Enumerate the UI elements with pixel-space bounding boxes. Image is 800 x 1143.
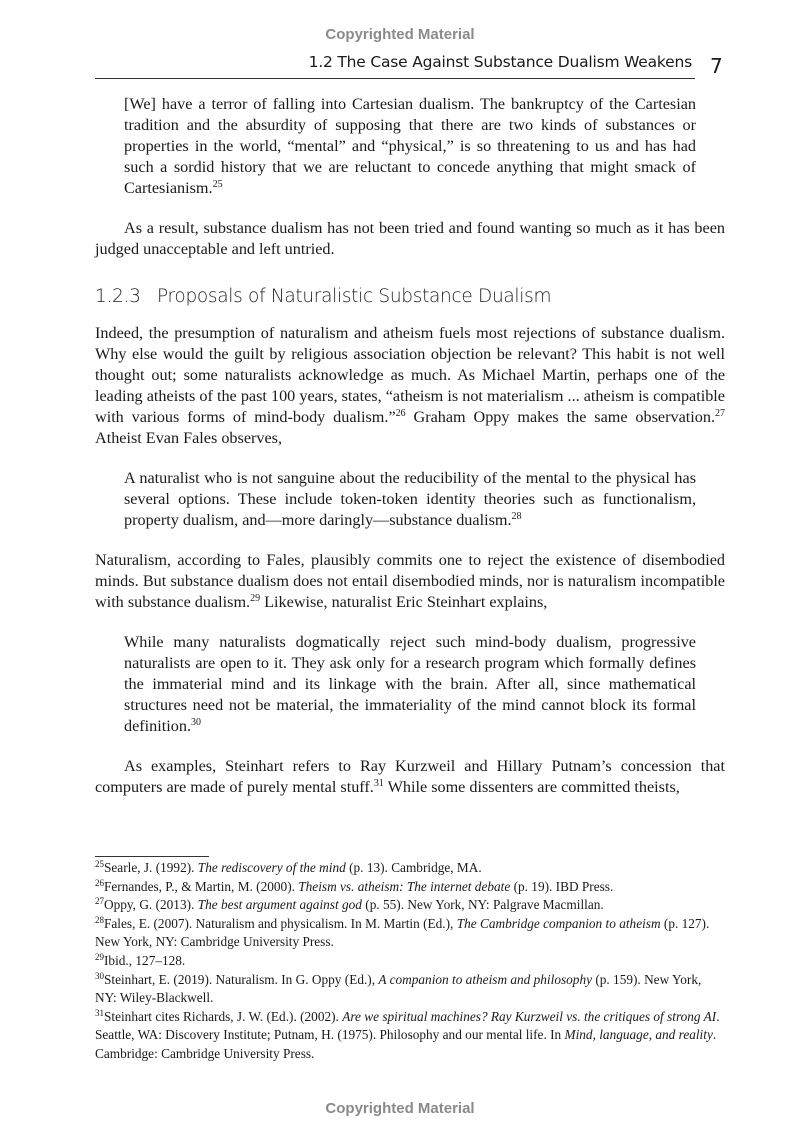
block-quote-steinhart (95, 632, 725, 737)
paragraph (95, 550, 725, 613)
footnote-title: A companion to atheism and philosophy (378, 971, 592, 987)
section-number: 1.2.3 (95, 286, 141, 307)
footnote-text: Fernandes, P., & Martin, M. (2000). (104, 878, 299, 894)
footnote-text: Ibid., 127–128. (104, 952, 186, 968)
footnote-27 (95, 896, 725, 915)
footnote-25 (95, 859, 725, 878)
page-number: 7 (710, 54, 723, 78)
footnote-ref[interactable]: 31 (373, 778, 384, 789)
footnote-ref[interactable]: 30 (191, 717, 201, 728)
footnote-text: Fales, E. (2007). Naturalism and physicalism. In M. Martin (Ed.), (104, 915, 457, 931)
footnote-number: 29 (95, 951, 104, 962)
footnote-text: Oppy, G. (2013). (104, 897, 198, 913)
footnote-title: The best argument against god (197, 897, 362, 913)
footnote-title: Mind, language, and reality (564, 1027, 713, 1043)
footnote-number: 28 (95, 914, 104, 925)
footnote-26 (95, 878, 725, 897)
footnote-text: (p. 19). IBD Press. (510, 878, 614, 894)
paragraph (95, 756, 725, 798)
footnote-title: The Cambridge companion to atheism (456, 915, 661, 931)
footnote-title: Are we spiritual machines? Ray Kurzweil vs. the critiques of strong AI (342, 1008, 717, 1024)
footnote-text: . Seattle, WA: Discovery Institute; Putnam, H. (1975). Philosophy and our mental life. In (95, 1008, 720, 1043)
footnote-divider (95, 856, 209, 857)
footnote-31 (95, 1008, 725, 1064)
footnote-text: Searle, J. (1992). (104, 860, 198, 875)
footnote-title: The rediscovery of the mind (197, 860, 346, 875)
footnote-ref[interactable]: 26 (395, 408, 406, 419)
footnote-title: Theism vs. atheism: The internet debate (298, 878, 511, 894)
footnote-number: 26 (95, 877, 104, 888)
footnote-29 (95, 952, 725, 971)
footnote-ref[interactable]: 28 (511, 511, 522, 522)
block-quote-searle (95, 94, 725, 199)
footnote-28 (95, 915, 725, 952)
footnote-number: 27 (95, 896, 104, 907)
paragraph-text: While some dissenters are committed theists, (383, 778, 680, 796)
paragraph: As a result, substance dualism has not been tried and found wanting so much as it has been judged unacceptable and left untried. (95, 219, 725, 258)
footnote-text: (p. 127). New York, NY: Cambridge University Press. (95, 915, 710, 950)
paragraph-text: Naturalism, according to Fales, plausibly commits one to reject the existence of disembodied minds. But substance dualism does not entail disembodied minds, nor is naturalism incompatible with substance dualism. (95, 551, 725, 611)
footnote-ref[interactable]: 25 (212, 179, 223, 190)
block-quote-fales (95, 468, 725, 531)
footnote-text: (p. 55). New York, NY: Palgrave Macmillan. (361, 897, 604, 913)
footnote-text: (p. 13). Cambridge, MA. (345, 860, 482, 875)
section-title: Proposals of Naturalistic Substance Dualism (157, 286, 552, 307)
quote-text: While many naturalists dogmatically reject such mind-body dualism, progressive naturalists are open to it. They ask only for a research program which formally defines the immaterial mind and its linkage with the brain. After all, since mathematical structures need not be material, the immateriality of the mind cannot block its formal definition. (124, 633, 696, 735)
footnote-number: 31 (95, 1007, 104, 1018)
paragraph (95, 323, 725, 449)
footnote-number: 30 (95, 970, 104, 981)
footnote-ref[interactable]: 27 (715, 408, 725, 419)
footnote-30 (95, 971, 725, 1008)
paragraph-text: Atheist Evan Fales observes, (95, 429, 283, 447)
paragraph-text: As examples, Steinhart refers to Ray Kurzweil and Hillary Putnam’s concession that computers are made of purely mental stuff. (95, 757, 725, 796)
page-body (95, 94, 725, 798)
copyright-watermark-top: Copyrighted Material (325, 26, 475, 43)
quote-text: [We] have a terror of falling into Cartesian dualism. The bankruptcy of the Cartesian tradition and the absurdity of supposing that there are two kinds of substances or properties in the world, “mental” and “physical,” is so threatening to us and has had such a sordid history that we are reluctant to concede anything that might smack of Cartesianism. (124, 95, 696, 197)
footnotes (95, 856, 725, 1064)
footnote-text: Steinhart, E. (2019). Naturalism. In G. Oppy (Ed.), (104, 971, 379, 987)
running-header-title: 1.2 The Case Against Substance Dualism Weakens (308, 53, 692, 71)
paragraph-text: Likewise, naturalist Eric Steinhart explains, (260, 593, 548, 611)
quote-text: A naturalist who is not sanguine about the reducibility of the mental to the physical has several options. These include token-token identity theories such as functionalism, property dualism, and—more daringly—substance dualism. (124, 469, 696, 529)
footnote-text: . Cambridge: Cambridge University Press. (95, 1027, 717, 1061)
copyright-watermark-bottom: Copyrighted Material (325, 1100, 475, 1117)
footnote-ref[interactable]: 29 (250, 593, 261, 604)
footnote-text: Steinhart cites Richards, J. W. (Ed.). (2002). (104, 1008, 343, 1024)
paragraph-text: Graham Oppy makes the same observation. (405, 408, 715, 426)
section-heading (95, 286, 725, 307)
footnote-text: (p. 159). New York, NY: Wiley-Blackwell. (95, 971, 702, 1006)
footnote-number: 25 (95, 859, 104, 869)
running-header (95, 52, 695, 79)
paragraph-text: Indeed, the presumption of naturalism and atheism fuels most rejections of substance dualism. Why else would the guilt by religious association objection be relevant? This habit is not well thought out; some naturalists acknowledge as much. As Michael Martin, perhaps one of the leading atheists of the past 100 years, states, “atheism is not materialism ... atheism is compatible with various forms of mind-body dualism.” (95, 324, 725, 426)
